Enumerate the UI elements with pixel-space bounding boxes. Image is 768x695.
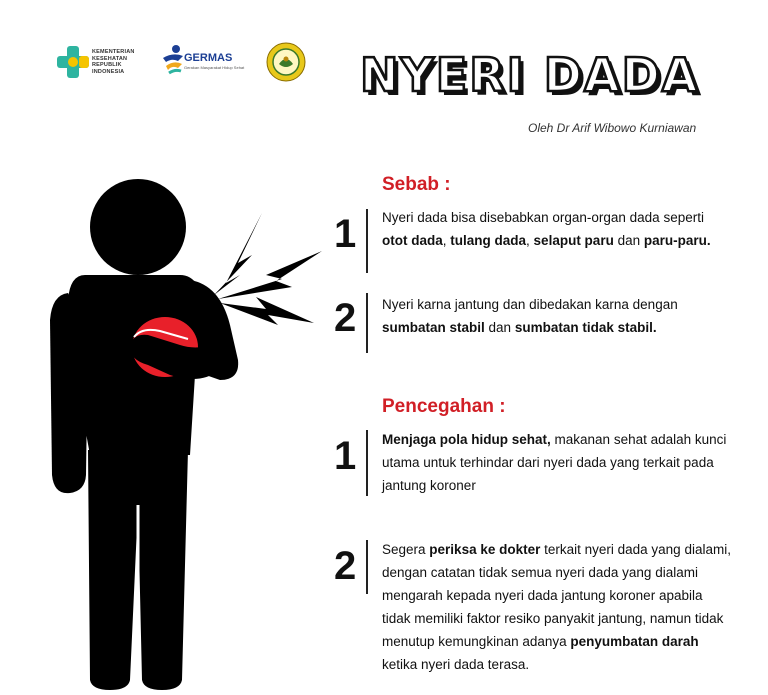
emphasis-text: sumbatan tidak stabil. — [514, 320, 657, 335]
body-text: Nyeri karna jantung dan dibedakan karna dengan — [382, 297, 678, 312]
emphasis-text: Menjaga pola hidup sehat, — [382, 432, 551, 447]
sebab-number-2: 2 — [334, 296, 357, 340]
germas-logo — [160, 42, 250, 82]
pencegahan-heading: Pencegahan : — [382, 396, 506, 417]
kemenkes-line: INDONESIA — [92, 68, 125, 75]
emphasis-text: otot dada — [382, 233, 443, 248]
author-credit: Oleh Dr Arif Wibowo Kurniawan — [528, 121, 697, 135]
kemenkes-line: REPUBLIK — [92, 62, 122, 68]
pencegahan-item-2-text — [382, 538, 732, 676]
seal-icon — [266, 42, 306, 82]
person-chest-pain-icon — [30, 175, 330, 690]
university-seal-logo — [266, 42, 306, 82]
emphasis-text: penyumbatan darah — [570, 634, 699, 649]
body-text: terkait nyeri dada yang dialami, dengan catatan tidak semua nyeri dada yang dialami mengarah kepada nyeri dada jantung koroner apabila tidak memiliki faktor resiko panyakit jantung, namun tidak menutup kemungkinan adanya — [382, 542, 731, 649]
kemenkes-cross-icon — [56, 44, 90, 80]
figure-head — [90, 179, 186, 275]
body-text: ketika nyeri dada terasa. — [382, 657, 530, 672]
body-text: makanan sehat adalah kunci utama untuk terhindar dari nyeri dada yang terkait pada jantung koroner — [382, 432, 727, 493]
pencegahan-number-1: 1 — [334, 434, 357, 478]
sebab-number-1: 1 — [334, 212, 357, 256]
emphasis-text: paru-paru. — [643, 233, 711, 248]
kemenkes-line: KESEHATAN — [92, 55, 128, 62]
body-text: Nyeri dada bisa disebabkan organ-organ dada seperti — [382, 210, 704, 225]
pencegahan-number-2: 2 — [334, 544, 357, 588]
divider-line — [366, 540, 368, 594]
sebab-item-1-text — [382, 206, 722, 252]
kemenkes-logo — [56, 44, 146, 84]
lightning-bolt-icon — [218, 251, 322, 299]
divider-line — [366, 293, 368, 353]
lightning-bolt-icon — [220, 297, 314, 325]
body-text: Segera — [382, 542, 430, 557]
lightning-bolt-icon — [214, 213, 262, 295]
emphasis-text: periksa ke dokter — [429, 542, 541, 557]
germas-figure-icon — [160, 42, 186, 78]
emphasis-text: tulang dada — [450, 233, 527, 248]
body-text: dan — [613, 233, 644, 248]
divider-line — [366, 430, 368, 496]
germas-name: GERMAS — [184, 52, 233, 64]
body-text: dan — [484, 320, 515, 335]
sebab-item-2-text — [382, 293, 722, 339]
sebab-heading: Sebab : — [382, 174, 451, 195]
emphasis-text: sumbatan stabil — [382, 320, 485, 335]
emphasis-text: selaput paru — [533, 233, 614, 248]
page-title: NYERI DADA — [360, 48, 700, 102]
body-text: , — [442, 233, 451, 248]
kemenkes-line: KEMENTERIAN — [92, 49, 135, 55]
pencegahan-item-1-text — [382, 428, 732, 497]
germas-tagline: Gerakan Masyarakat Hidup Sehat — [184, 65, 245, 70]
body-text: , — [526, 233, 534, 248]
divider-line — [366, 209, 368, 273]
